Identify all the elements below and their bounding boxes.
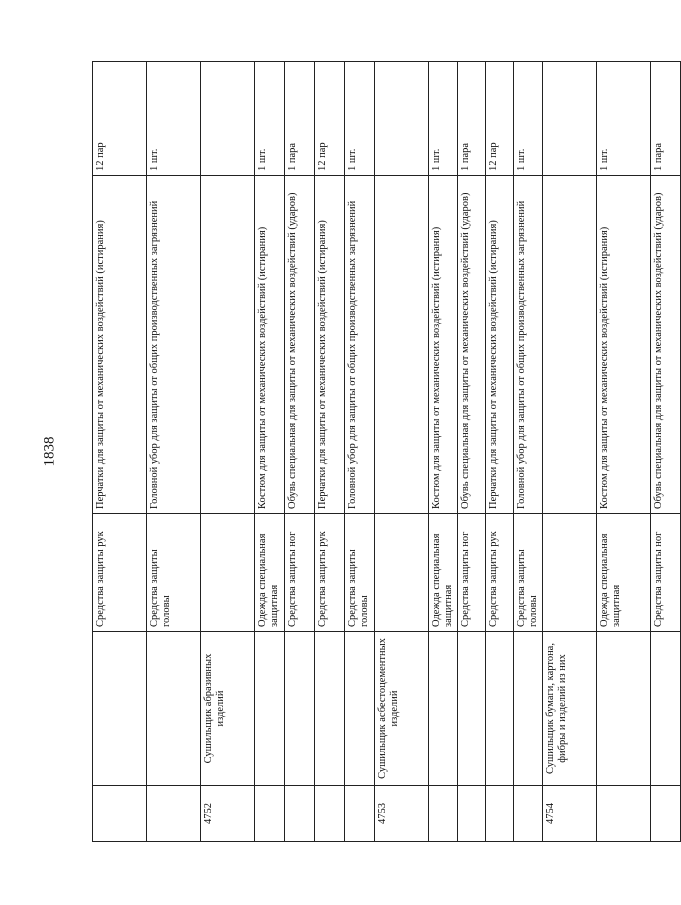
table-row	[543, 62, 597, 842]
profession-name: Сушильщик бумаги, картона, фибры и изделий из них	[543, 632, 597, 786]
item-quantity: 1 пара	[458, 62, 486, 176]
profession-name	[93, 632, 147, 786]
protection-means: Средства защиты рук	[315, 514, 345, 632]
page-number: 1838	[41, 436, 58, 467]
table-row	[147, 62, 201, 842]
row-number	[345, 786, 375, 842]
profession-name	[255, 632, 285, 786]
profession-name	[285, 632, 315, 786]
protection-means	[543, 514, 597, 632]
profession-name	[597, 632, 651, 786]
item-quantity	[543, 62, 597, 176]
profession-name: Сушильщик асбестоцементных изделий	[375, 632, 429, 786]
item-description: Обувь специальная для защиты от механических воздействий (ударов)	[651, 176, 681, 514]
row-number	[514, 786, 543, 842]
row-number	[458, 786, 486, 842]
item-description	[543, 176, 597, 514]
item-quantity: 12 пар	[93, 62, 147, 176]
protection-means: Средства защиты головы	[345, 514, 375, 632]
item-description: Головной убор для защиты от общих производственных загрязнений	[514, 176, 543, 514]
item-quantity	[375, 62, 429, 176]
row-number	[315, 786, 345, 842]
item-description: Головной убор для защиты от общих производственных загрязнений	[147, 176, 201, 514]
item-description: Обувь специальная для защиты от механических воздействий (ударов)	[285, 176, 315, 514]
row-number	[255, 786, 285, 842]
item-description	[375, 176, 429, 514]
item-description: Перчатки для защиты от механических воздействий (истирания)	[315, 176, 345, 514]
table-row	[255, 62, 285, 842]
protection-means: Средства защиты рук	[93, 514, 147, 632]
ppe-table-wrapper	[92, 62, 664, 842]
profession-name	[651, 632, 681, 786]
item-description: Перчатки для защиты от механических воздействий (истирания)	[486, 176, 514, 514]
item-description: Обувь специальная для защиты от механических воздействий (ударов)	[458, 176, 486, 514]
item-description: Костюм для защиты от механических воздействий (истирания)	[429, 176, 458, 514]
profession-name	[147, 632, 201, 786]
profession-name	[345, 632, 375, 786]
protection-means	[201, 514, 255, 632]
profession-name: Сушильщик абразивных изделий	[201, 632, 255, 786]
item-quantity: 1 шт.	[255, 62, 285, 176]
profession-name	[514, 632, 543, 786]
protection-means: Средства защиты головы	[147, 514, 201, 632]
table-row	[375, 62, 429, 842]
item-description: Головной убор для защиты от общих производственных загрязнений	[345, 176, 375, 514]
table-row	[93, 62, 147, 842]
row-number	[285, 786, 315, 842]
table-row	[514, 62, 543, 842]
row-number: 4754	[543, 786, 597, 842]
item-quantity: 12 пар	[315, 62, 345, 176]
protection-means	[375, 514, 429, 632]
protection-means: Средства защиты головы	[514, 514, 543, 632]
item-quantity	[201, 62, 255, 176]
item-quantity: 1 пара	[651, 62, 681, 176]
item-quantity: 1 шт.	[429, 62, 458, 176]
item-quantity: 1 шт.	[514, 62, 543, 176]
protection-means: Одежда специальная защитная	[429, 514, 458, 632]
ppe-table	[92, 61, 681, 842]
row-number	[597, 786, 651, 842]
row-number: 4753	[375, 786, 429, 842]
row-number	[651, 786, 681, 842]
table-row	[201, 62, 255, 842]
item-description: Костюм для защиты от механических воздействий (истирания)	[255, 176, 285, 514]
table-row	[597, 62, 651, 842]
profession-name	[315, 632, 345, 786]
table-row	[429, 62, 458, 842]
row-number	[486, 786, 514, 842]
table-row	[345, 62, 375, 842]
profession-name	[486, 632, 514, 786]
item-quantity: 1 пара	[285, 62, 315, 176]
item-description: Перчатки для защиты от механических воздействий (истирания)	[93, 176, 147, 514]
row-number	[147, 786, 201, 842]
item-quantity: 1 шт.	[147, 62, 201, 176]
item-quantity: 12 пар	[486, 62, 514, 176]
profession-name	[429, 632, 458, 786]
protection-means: Одежда специальная защитная	[255, 514, 285, 632]
protection-means: Средства защиты ног	[285, 514, 315, 632]
protection-means: Одежда специальная защитная	[597, 514, 651, 632]
row-number: 4752	[201, 786, 255, 842]
row-number	[429, 786, 458, 842]
item-quantity: 1 шт.	[345, 62, 375, 176]
row-number	[93, 786, 147, 842]
item-quantity: 1 шт.	[597, 62, 651, 176]
table-row	[651, 62, 681, 842]
table-row	[315, 62, 345, 842]
table-row	[458, 62, 486, 842]
table-row	[285, 62, 315, 842]
protection-means: Средства защиты ног	[458, 514, 486, 632]
table-row	[486, 62, 514, 842]
item-description: Костюм для защиты от механических воздействий (истирания)	[597, 176, 651, 514]
protection-means: Средства защиты рук	[486, 514, 514, 632]
protection-means: Средства защиты ног	[651, 514, 681, 632]
profession-name	[458, 632, 486, 786]
item-description	[201, 176, 255, 514]
